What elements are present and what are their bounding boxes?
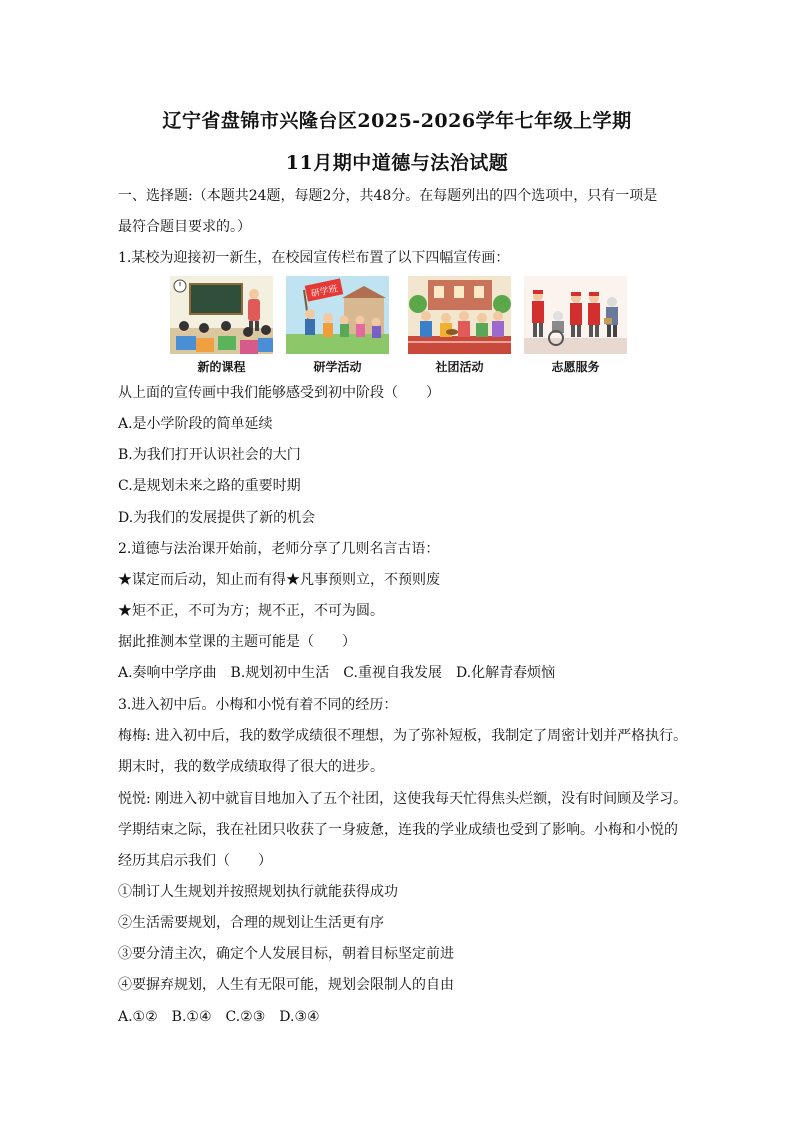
study-tour-illustration: [286, 276, 389, 354]
q3-yueyue-line-1: 悦悦: 刚进入初中就盲目地加入了五个社团，这使我每天忙得焦头烂额，没有时间顾及学习。: [118, 791, 688, 807]
section-instructions-line-2: 最符合题目要求的。）: [118, 219, 251, 235]
q3-yueyue-line-2: 学期结束之际，我在社团只收获了一身疲惫，连我的学业成绩也受到了影响。小梅和小悦的: [118, 822, 678, 838]
q2-prompt: 据此推测本堂课的主题可能是（ ）: [118, 634, 356, 650]
club-activity-illustration: [408, 276, 511, 354]
q1-stem: 1.某校为迎接初一新生，在校园宣传栏布置了以下四幅宣传画：: [118, 250, 510, 266]
q3-item-2: ②生活需要规划，合理的规划让生活更有序: [118, 915, 384, 931]
poster-caption-3: 社团活动: [435, 360, 484, 374]
q2-quote-1: ★谋定而后动，知止而有得★凡事预则立，不预则废: [118, 572, 440, 588]
q1-option-a: A.是小学阶段的简单延续: [118, 416, 273, 432]
study-tour-banner-text: 研学班: [310, 284, 339, 300]
q1-option-d: D.为我们的发展提供了新的机会: [118, 510, 316, 526]
q3-item-1: ①制订人生规划并按照规划执行就能获得成功: [118, 884, 398, 900]
q3-options: A.①② B.①④ C.②③ D.③④: [118, 1009, 320, 1025]
classroom-illustration: [170, 276, 273, 354]
section-instructions-line-1: 一、选择题:（本题共24题，每题2分，共48分。在每题列出的四个选项中，只有一项是: [118, 188, 658, 204]
q3-item-3: ③要分清主次，确定个人发展目标，朝着目标坚定前进: [118, 946, 454, 962]
poster-caption-1: 新的课程: [197, 360, 246, 374]
poster-caption-4: 志愿服务: [551, 360, 600, 374]
q2-options: A.奏响中学序曲 B.规划初中生活 C.重视自我发展 D.化解青春烦恼: [118, 665, 556, 681]
poster-caption-2: 研学活动: [313, 360, 362, 374]
q3-item-4: ④要摒弃规划，人生有无限可能，规划会限制人的自由: [118, 977, 454, 993]
volunteer-service-illustration: [524, 276, 627, 354]
q3-stem: 3.进入初中后。小梅和小悦有着不同的经历：: [118, 697, 398, 713]
q2-quote-2: ★矩不正，不可为方；规不正，不可为圆。: [118, 603, 384, 619]
q3-meimei-line-1: 梅梅: 进入初中后，我的数学成绩很不理想，为了弥补短板，我制定了周密计划并严格执行。: [118, 728, 688, 744]
q3-meimei-line-2: 期末时，我的数学成绩取得了很大的进步。: [118, 759, 384, 775]
q1-option-c: C.是规划未来之路的重要时期: [118, 478, 301, 494]
exam-title-line-2: 11月期中道德与法治试题: [285, 152, 509, 174]
q1-prompt: 从上面的宣传画中我们能够感受到初中阶段（ ）: [118, 385, 440, 401]
q2-stem: 2.道德与法治课开始前，老师分享了几则名言古语：: [118, 541, 440, 557]
q3-prompt: 经历其启示我们（ ）: [118, 853, 272, 869]
exam-title-line-1: 辽宁省盘锦市兴隆台区2025-2026学年七年级上学期: [162, 110, 632, 132]
q1-poster-illustrations: [170, 276, 630, 376]
q1-option-b: B.为我们打开认识社会的大门: [118, 447, 301, 463]
